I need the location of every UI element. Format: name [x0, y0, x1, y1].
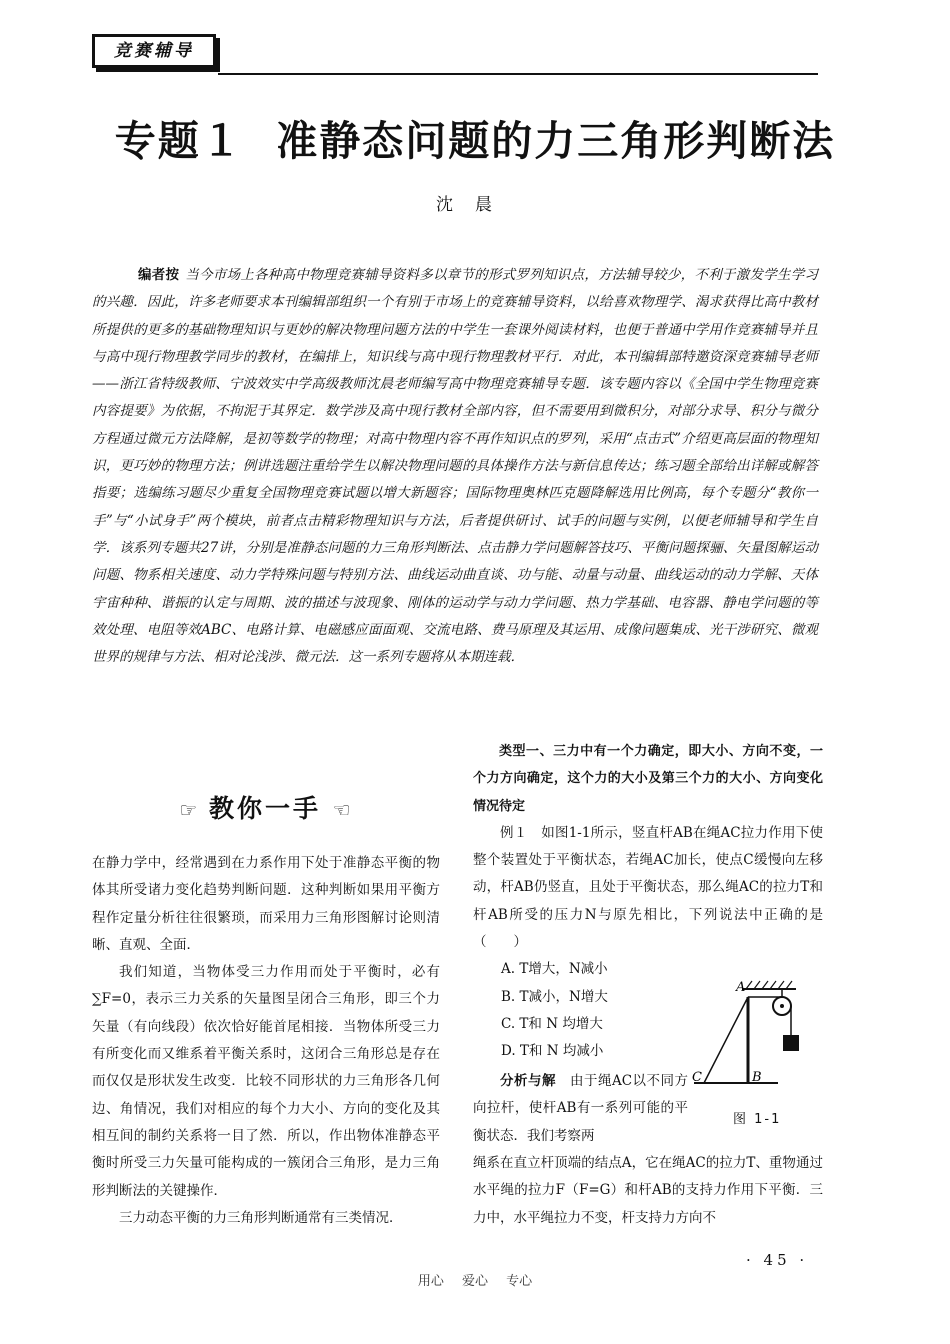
ceiling-hatch	[746, 981, 792, 989]
left-paragraph-1: 在静力学中，经常遇到在力系作用下处于准静态平衡的物体其所受诸力变化趋势判断问题．这种判断如果用平衡方程作定量分析往往很繁琐，而采用力三角形图解讨论则清晰、直观、全面．	[92, 855, 440, 953]
left-paragraph-3: 三力动态平衡的力三角形判断通常有三类情况．	[119, 1209, 403, 1226]
option-a: A. T增大，N减小	[501, 961, 608, 978]
option-b: B. T减小，N增大	[501, 988, 608, 1005]
editor-note-text: 当今市场上各种高中物理竞赛辅导资料多以章节的形式罗列知识点，方法辅导较少，不利于激发学生学习的兴趣．因此，许多老师要求本刊编辑部组织一个有别于市场上的竞赛辅导资料，以给喜欢物理学、渴求获得比高中教材所提供的更多的基础物理知识与更妙的解决物理问题方法的中学生一套课外阅读材料，也便于普通中学用作竞赛辅导并且与高中现行物理教学同步的教材，在编排上，知识线与高中现行物理教材平行．对此，本刊编辑部特邀资深竞赛辅导老师——浙江省特级教师、宁波效实中学高级教师沈晨老师编写高中物理竞赛辅导专题．该专题内容以《全国中学生物理竞赛内容提要》为依据，不拘泥于其界定．数学涉及高中现行教材全部内容，但不需要用到微积分，对部分求导、积分与微分方程通过微元方法降解，是初等数学的物理；对高中物理内容不再作知识点的罗列，采用“点击式”介绍更高层面的物理知识，更巧妙的物理方法；例讲选题注重给学生以解决物理问题的具体操作方法与新信息传达；练习题全部给出详解或解答指要；选编练习题尽少重复全国物理竞赛试题以增大新题容；国际物理奥林匹克题降解选用比例高，每个专题分“教你一手”与“小试身手”两个模块，前者点击精彩物理知识与方法，后者提供研讨、试手的问题与实例，以便老师辅导和学生自学．该系列专题共27讲，分别是准静态问题的力三角形判断法、点击静力学问题解答技巧、平衡问题探骊、矢量图解运动问题、物系相关速度、动力学特殊问题与特别方法、曲线运动曲直谈、功与能、动量与动量、曲线运动的动力学解、天体宇宙种种、谐振的认定与周期、波的描述与波现象、刚体的运动学与动力学问题、热力学基础、电容器、静电学问题的等效处理、电阻等效ABC、电路计算、电磁感应面面观、交流电路、费马原理及其运用、成像问题集成、光干涉研究、微观世界的规律与方法、相对论浅涉、微元法．这一系列专题将从本期连载．	[92, 267, 818, 666]
editor-note-label: 编者按	[138, 267, 180, 283]
pulley-axle	[780, 1004, 784, 1008]
type1-heading: 类型一、三力中有一个力确定，即大小、方向不变，一个力方向确定，这个力的大小及第三个力的大小、方向变化情况待定	[473, 744, 823, 814]
left-paragraph-2: 我们知道，当物体受三力作用而处于平衡时，必有∑F=0，表示三力关系的矢量图呈闭合三角形，即三个力矢量（有向线段）依次恰好能首尾相接．当物体所受三力有所变化而又维系着平衡关系时，这闭合三角形总是存在而仅仅是形状发生改变．比较不同形状的力三角形各几何边、角情况，我们对相应的每个力大小、方向的变化及其相互间的制约关系将一目了然．所以，作出物体准静态平衡时所受三力矢量可能构成的一簇闭合三角形，是力三角形判断法的关键操作．	[92, 964, 440, 1199]
label-c: C	[692, 1070, 702, 1085]
label-a: A	[736, 980, 746, 995]
analysis-block	[473, 1068, 688, 1150]
editor-note	[92, 262, 818, 671]
pointing-hand-right-icon: ☜	[332, 798, 351, 822]
weight-block	[783, 1035, 799, 1051]
page-number: · 45 ·	[746, 1251, 809, 1269]
rope-ac	[704, 997, 748, 1083]
page-footer: 用心 爱心 专心	[417, 1274, 533, 1289]
figure-1-1	[686, 975, 826, 1095]
pointing-hand-left-icon: ☞	[179, 798, 198, 822]
continued-text: 绳系在直立杆顶端的结点A，它在绳AC的拉力T、重物通过水平绳的拉力F（F=G）和杆AB的支持力作用下平衡．三力中，水平绳拉力不变，杆支持力方向不	[473, 1155, 823, 1226]
option-c: C. T和 N 均增大	[501, 1015, 603, 1032]
analysis-label: 分析与解	[500, 1073, 556, 1089]
figure-caption: 图 1-1	[733, 1112, 782, 1127]
example-1: 例１ 如图1-1所示，竖直杆AB在绳AC拉力作用下使整个装置处于平衡状态，若绳AC加长，使点C缓慢向左移动，杆AB仍竖直，且处于平衡状态，那么绳AC的拉力T和杆AB所受的压力N与原先相比，下列说法中正确的是（ ）	[473, 824, 823, 951]
article-title: 专题１ 准静态问题的力三角形判断法	[114, 117, 836, 165]
option-d: D. T和 N 均减小	[501, 1043, 604, 1060]
header-rule	[218, 73, 818, 75]
article-author: 沈晨	[436, 195, 514, 215]
analysis-text: 由于绳AC以不同方向拉杆，使杆AB有一系列可能的平衡状态．我们考察两	[473, 1073, 688, 1144]
label-b: B	[752, 1070, 762, 1085]
right-column-bottom	[473, 1150, 823, 1232]
section-tag: 竞赛辅导	[92, 34, 216, 68]
left-column	[92, 850, 440, 1232]
module-banner-text: 教你一手	[208, 794, 321, 823]
module-banner	[150, 789, 380, 829]
